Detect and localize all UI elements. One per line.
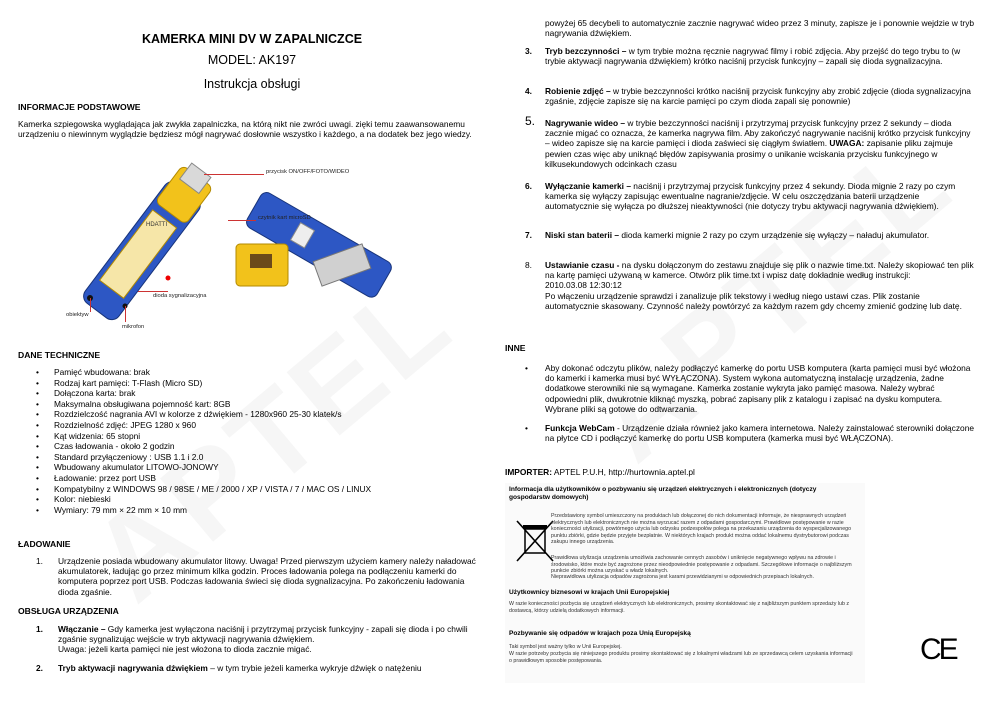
spec-item: • Pamięć wbudowana: brak — [18, 367, 371, 378]
usage-text: w trybie bezczynności naciśnij i przytrzymaj przycisk funkcyjny przez 2 sekundy – dioda zacznie migać co oznacza, że kamerka nagrywa film. Aby zakończyć nagrywanie naciśnij krótko przycisk funkcyjny – wideo zapisze się na karcie pamięci i dioda zaświeci się ciągłym światłem. — [545, 118, 971, 149]
spec-item: • Wymiary: 79 mm × 22 mm × 10 mm — [18, 505, 371, 516]
charging-number: 1. — [36, 556, 43, 566]
usage-bold: Tryb bezczynności – — [545, 46, 627, 56]
outside-eu-title: Pozbywanie się odpadów w krajach poza Unią Europejską — [509, 630, 691, 637]
spec-item: • Czas ładowania - około 2 godzin — [18, 441, 371, 452]
usage-body — [545, 230, 975, 240]
usage-bold: Tryb aktywacji nagrywania dźwiękiem — [58, 663, 208, 673]
usage-text: naciśnij i przytrzymaj przycisk funkcyjny przez 4 sekundy. Dioda mignie 2 razy po czym kamerka się wyłączy zapisując ewentualne nagranie/zdjęcie. W celu oszczędzania baterii urządzenie automatycznie się wyłącza po dłuższej nieaktywności (nie dotyczy trybu aktywacji nagrywania dźwiękiem). — [545, 181, 956, 212]
spec-item: • Dołączona karta: brak — [18, 388, 371, 399]
usage-number: 8. — [525, 260, 532, 270]
usage-text: na dysku dołączonym do zestawu znajduje się plik o nazwie time.txt. Należy skopiować ten plik na kartę pamięci używaną w kamerce. Otwórz plik time.txt i wpisz datę dokładnie według instrukcji: — [545, 260, 974, 281]
weee-title: Informacja dla użytkowników o pozbywaniu się urządzeń elektrycznych i elektronicznych (dotyczy gospodarstw domowych) — [509, 486, 817, 501]
importer-label: IMPORTER: — [505, 467, 552, 477]
usage-item-8 — [505, 260, 975, 336]
spec-item: • Kąt widzenia: 65 stopni — [18, 431, 371, 442]
card-reader-label: czytnik kart microSD — [258, 215, 311, 221]
spec-item: • Wbudowany akumulator LITOWO-JONOWY — [18, 462, 371, 473]
usage-text-cont: Po włączeniu urządzenie sprawdzi i zanalizuje plik tekstowy i według niego ustawi czas. Plik zostanie automatycznie skasowany. Czynność należy powtórzyć za każdym razem gdy chcemy zmienić godzinę lub datę. — [545, 290, 962, 311]
bullet: • — [525, 363, 528, 373]
business-users-title: Użytkownicy biznesowi w krajach Unii Europejskiej — [509, 589, 670, 596]
usage-item-5 — [505, 114, 975, 172]
spec-item: • Kompatybilny z WINDOWS 98 / 98SE / ME / 2000 / XP / VISTA / 7 / MAC OS / LINUX — [18, 484, 371, 495]
usage-number: 6. — [525, 181, 532, 191]
other-item-2 — [505, 423, 975, 455]
led-label: dioda sygnalizacyjna — [153, 293, 207, 299]
weee-body-1: Przedstawiony symbol umieszczony na produktach lub dołączonej do nich dokumentacji informuje, że niesprawnych urządzeń elektrycznych lub elektronicznych nie można wyrzucać razem z odpadami gospodarczymi. Prawidłowe postępowanie w razie konieczności utylizacji, powtórnego użycia lub odzysku podzespołów polega na przekazaniu urządzenia do wyspecjalizowanego punktu zbiórki, gdzie będzie przyjęte bezpłatnie. W niektórych krajach produkt można oddać lokalnemu dystrybutorowi podczas zakupu innego urządzenia. — [551, 513, 852, 546]
usage-number: 7. — [525, 230, 532, 240]
intro-paragraph: Kamerka szpiegowska wyglądająca jak zwykła zapalniczka, na którą nikt nie zwróci uwagi. zięki temu zaawansowanemu urządzeniu o niewinnym wyglądzie będziesz mógł nagrywać dosłownie wszystko i każdego, a na dodatek bez jego wiedzy. — [18, 119, 472, 140]
usage-bold: Niski stan baterii – — [545, 230, 620, 240]
usage-body — [545, 181, 975, 212]
spec-item: • Standard przyłączeniowy : USB 1.1 i 2.0 — [18, 452, 371, 463]
usage-text: powyżej 65 decybeli to automatycznie zacznie nagrywać wideo przez 3 minuty, zapisze je i ponownie wejdzie w tryb nagrywania dźwiękiem. — [545, 18, 975, 39]
crossed-bin-icon — [515, 519, 555, 563]
manual-subtitle: Instrukcja obsługi — [203, 77, 301, 91]
document-title: KAMERKA MINI DV W ZAPALNICZCE — [141, 32, 363, 46]
usage-body — [58, 624, 480, 655]
info-heading: INFORMACJE PODSTAWOWE — [18, 102, 141, 112]
usage-item-1 — [18, 624, 480, 656]
usage-body — [58, 663, 480, 673]
usage-bold: Robienie zdjęć – — [545, 86, 611, 96]
importer-text: APTEL P.U.H, http://hurtownia.aptel.pl — [552, 467, 695, 477]
lens-label: obiektyw — [66, 312, 89, 318]
microphone-label: mikrofon — [122, 324, 145, 330]
charging-item — [18, 556, 480, 600]
other-text: Aby dokonać odczytu plików, należy podłączyć kamerkę do portu USB komputera (karta pamięci musi być włożona do kamerki i kamerka musi być WYŁĄCZONA). System wykona automatyczną instalację urządzenia, żadne dodatkowe sterowniki nie są wymagane. Kamerka zostanie wykryta jako pamięć masowa. Należy wybrać odpowiedni plik, dwukrotnie kliknąć myszką, pobrać zapisany plik z katalogu i zapisać na dysku komputera. Wybrane pliki są gotowe do odtwarzania. — [545, 363, 971, 414]
other-item-1 — [505, 363, 975, 417]
usage-number: 2. — [36, 663, 43, 673]
spec-item: • Ładowanie: przez port USB — [18, 473, 371, 484]
charging-heading: ŁADOWANIE — [18, 539, 71, 549]
spec-item: • Rozdzielność zdjęć: JPEG 1280 x 960 — [18, 420, 371, 431]
usage-body — [545, 118, 975, 169]
usage-bold: Wyłączanie kamerki – — [545, 181, 631, 191]
usage-number: 1. — [36, 624, 43, 634]
usage-text: w trybie bezczynności krótko naciśnij przycisk funkcyjny aby zrobić zdjęcie (dioda sygnalizacyjna zgaśnie, zdjęcie zapisze się na karcie pamięci po czym dioda zapali się ponownie) — [545, 86, 971, 107]
specs-heading: DANE TECHNICZNE — [18, 350, 101, 360]
usage-text: Gdy kamerka jest wyłączona naciśnij i przytrzymaj przycisk funkcyjny - zapali się dioda i po chwili zgaśnie sygnalizując wejście w tryb aktywacji nagrywania dźwiękiem. — [58, 624, 468, 645]
other-heading: INNE — [505, 343, 526, 353]
model-number: MODEL: AK197 — [207, 53, 297, 67]
usage-text: dioda kamerki mignie 2 razy po czym urządzenie się wyłączy – naładuj akumulator. — [619, 230, 930, 240]
other-text: - Urządzenie działa również jako kamera internetowa. Należy zainstalować sterowniki dołączone na płytce CD i podłączyć kamerkę do portu USB komputera (kamerka musi być WŁĄCZONA). — [545, 423, 975, 444]
business-users-body: W razie konieczności pozbycia się urządzeń elektrycznych lub elektronicznych, prosimy skontaktować się z najbliższym punktem sprzedaży lub z dostawcą, którzy udzielą dodatkowych informacji. — [509, 601, 850, 614]
usage-number: 5. — [525, 114, 536, 128]
function-button-label: przycisk ON/OFF/FOTO/WIDEO — [266, 169, 350, 175]
weee-body-2: Prawidłowa utylizacja urządzenia umożliwia zachowanie cennych zasobów i uniknięcie negatywnego wpływu na zdrowie i środowisko, które może być zagrożone przez nieodpowiednie postępowanie z odpadami. Szczegółowe informacje o najbliższym punkcie zbiórki można uzyskać u władz lokalnych. — [551, 555, 852, 575]
spec-item: • Rozdzielczość nagrania AVI w kolorze z dźwiękiem - 1280x960 25-30 klatek/s — [18, 409, 371, 420]
usage-warning-text: zapisanie pliku zajmuje pewien czas więc aby uniknąć błędów zapisywania prosimy o unikanie wciskania przycisku funkcyjnego w kilkusekundowych odcinkach czasu — [545, 138, 953, 169]
usage-body — [545, 86, 975, 106]
usage-note: Uwaga: jeżeli karta pamięci nie jest włożona to dioda zacznie migać. — [58, 644, 312, 655]
specs-list — [18, 367, 371, 515]
usage-heading: OBSŁUGA URZĄDZENIA — [18, 606, 119, 616]
other-body — [545, 423, 975, 443]
usage-number: 3. — [525, 46, 532, 56]
ce-mark: CE — [920, 633, 956, 666]
outside-eu-body-2: W razie potrzeby pozbycia się niniejszego produktu prosimy skontaktować się z lokalnymi władzami lub ze sprzedawcą celem uzyskania informacji o prawidłowym sposobie postępowania. — [509, 651, 853, 664]
usage-item-3 — [505, 46, 975, 78]
usage-item-4 — [505, 86, 975, 108]
usage-text: – w tym trybie jeżeli kamerka wykryje dźwięk o natężeniu — [207, 663, 422, 673]
usage-text: w tym trybie można ręcznie nagrywać filmy i robić zdjęcia. Aby przejść do tego trybu to (w trybie aktywacji nagrywania dźwiękiem) krótko naciśnij przycisk funkcyjny – zapali się dioda sygnalizacyjna. — [545, 46, 961, 67]
usage-body — [545, 260, 975, 311]
usage-item-2 — [18, 663, 480, 675]
other-bold: Funkcja WebCam — [545, 423, 615, 433]
usage-item-7 — [505, 230, 975, 252]
outside-eu-body-1: Taki symbol jest ważny tylko w Unii Europejskej. — [509, 644, 622, 650]
spec-item: • Rodzaj kart pamięci: T-Flash (Micro SD) — [18, 378, 371, 389]
charging-text: Urządzenie posiada wbudowany akumulator litowy. Uwaga! Przed pierwszym użyciem kamery należy naładować akumulatorek, ładując go przez minimum kilka godzin. Proces ładowania polega na podłączeniu kamerki do komputera poprzez port USB. Podczas ładowania świeci się dioda sygnalizacyjna. Po zakończeniu ładowania dioda zgaśnie. — [58, 556, 476, 597]
usage-item-6 — [505, 181, 975, 223]
time-format-example: 2010.03.08 12:30:12 — [545, 280, 622, 291]
usage-body — [545, 46, 975, 66]
weee-info-box — [505, 483, 865, 683]
usage-warning-label: UWAGA: — [829, 138, 865, 149]
brand-label: HDATTI — [146, 222, 168, 228]
bullet: • — [525, 423, 528, 433]
importer-line — [505, 467, 975, 477]
spec-item: • Kolor: niebieski — [18, 494, 371, 505]
product-diagram — [18, 150, 486, 340]
usage-bold: Ustawianie czasu - — [545, 260, 620, 270]
usage-bold: Nagrywanie wideo – — [545, 118, 626, 128]
usage-number: 4. — [525, 86, 532, 96]
weee-body-3: Nieprawidłowa utylizacja odpadów zagrożona jest karami przewidzianymi w odpowiednich przepisach lokalnych. — [551, 574, 814, 580]
usage-item-2-cont — [505, 18, 975, 40]
usage-bold: Włączanie – — [58, 624, 106, 634]
spec-item: • Maksymalna obsługiwana pojemność kart: 8GB — [18, 399, 371, 410]
